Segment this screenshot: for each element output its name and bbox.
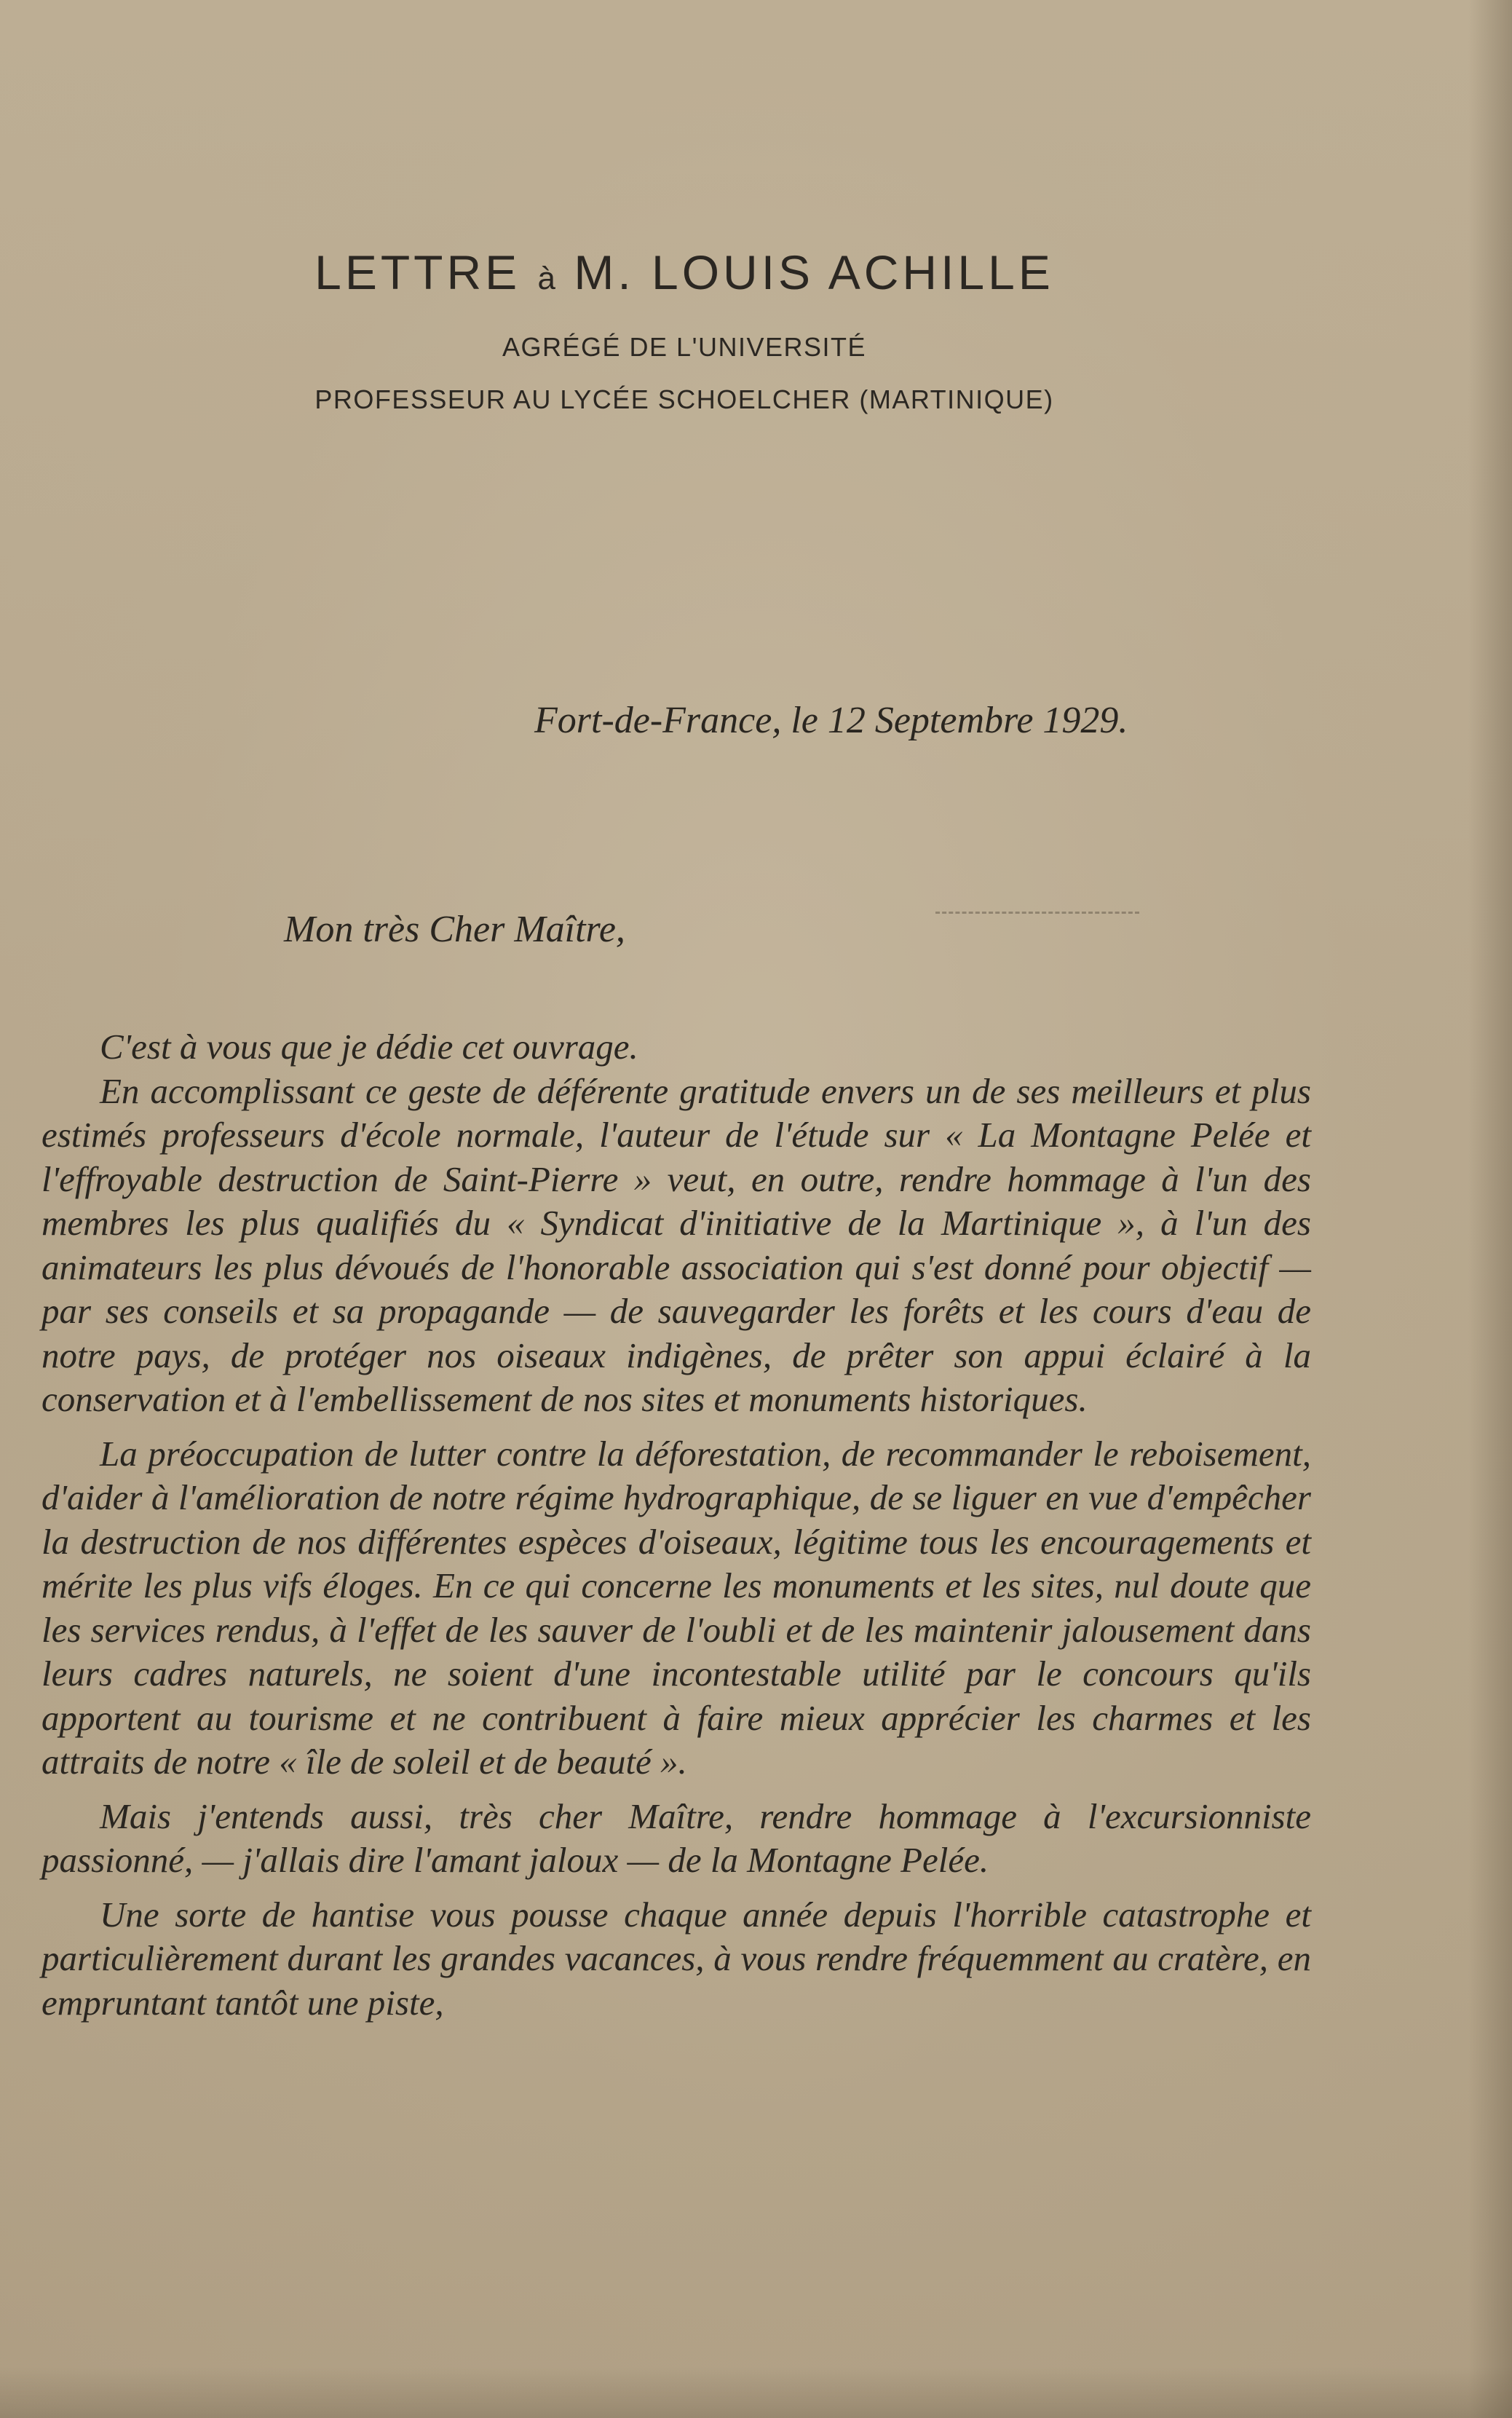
dateline: Fort-de-France, le 12 Septembre 1929.	[534, 700, 1128, 741]
page-bottom-shadow	[0, 2367, 1512, 2418]
page-edge-shadow	[1468, 0, 1512, 2418]
title-a: à	[537, 261, 557, 296]
paragraph-2: En accomplissant ce geste de déférente gratitude envers un de ses meilleurs et plus estimés professeurs d'école normale, l'auteur de l'étude sur « La Montagne Pelée et l'effroyable destruction de Saint-Pierre » veut, en outre, rendre hommage à l'un des membres les plus qualifiés du « Syndicat d'initiative de la Martinique », à l'un des animateurs les plus dévoués de l'honorable association qui s'est donné pour objectif — par ses conseils et sa propagande — de sauvegarder les forêts et les cours d'eau de notre pays, de protéger nos oiseaux indigènes, de prêter son appui éclairé à la conservation et à l'embellissement de nos sites et monuments historiques.	[41, 1070, 1311, 1419]
paragraph-4: Mais j'entends aussi, très cher Maître, rendre hommage à l'excursionniste passionné, — j'allais dire l'amant jaloux — de la Montagne Pelée.	[41, 1795, 1311, 1880]
title-part-2: M. LOUIS ACHILLE	[557, 245, 1054, 299]
title-part-1: LETTRE	[314, 245, 538, 299]
faint-dash-mark	[935, 912, 1139, 914]
subtitle-line-2: PROFESSEUR AU LYCÉE SCHOELCHER (MARTINIQUE)	[314, 384, 1054, 414]
paragraph-1: C'est à vous que je dédie cet ouvrage.	[100, 1027, 638, 1067]
letter-body	[41, 1025, 1311, 2025]
paragraph-5: Une sorte de hantise vous pousse chaque année depuis l'horrible catastrophe et particulièrement durant les grandes vacances, à vous rendre fréquemment au cratère, en empruntant tantôt une piste,	[41, 1894, 1311, 2023]
paragraph-3: La préoccupation de lutter contre la déforestation, de recommander le reboisement, d'aider à l'amélioration de notre régime hydrographique, de se liguer en vue d'empêcher la destruction de nos différentes espèces d'oiseaux, légitime tous les encouragements et mérite les plus vifs éloges. En ce qui concerne les monuments et les sites, nul doute que les services rendus, à l'effet de les sauver de l'oubli et de les maintenir jalousement dans leurs cadres naturels, ne soient d'une incontestable utilité par le concours qu'ils apportent au tourisme et ne contribuent à faire mieux apprécier les charmes et les attraits de notre « île de soleil et de beauté ».	[41, 1433, 1311, 1782]
salutation: Mon très Cher Maître,	[284, 909, 625, 950]
subtitle-line-1: AGRÉGÉ DE L'UNIVERSITÉ	[502, 332, 866, 362]
letter-title	[0, 245, 1369, 300]
